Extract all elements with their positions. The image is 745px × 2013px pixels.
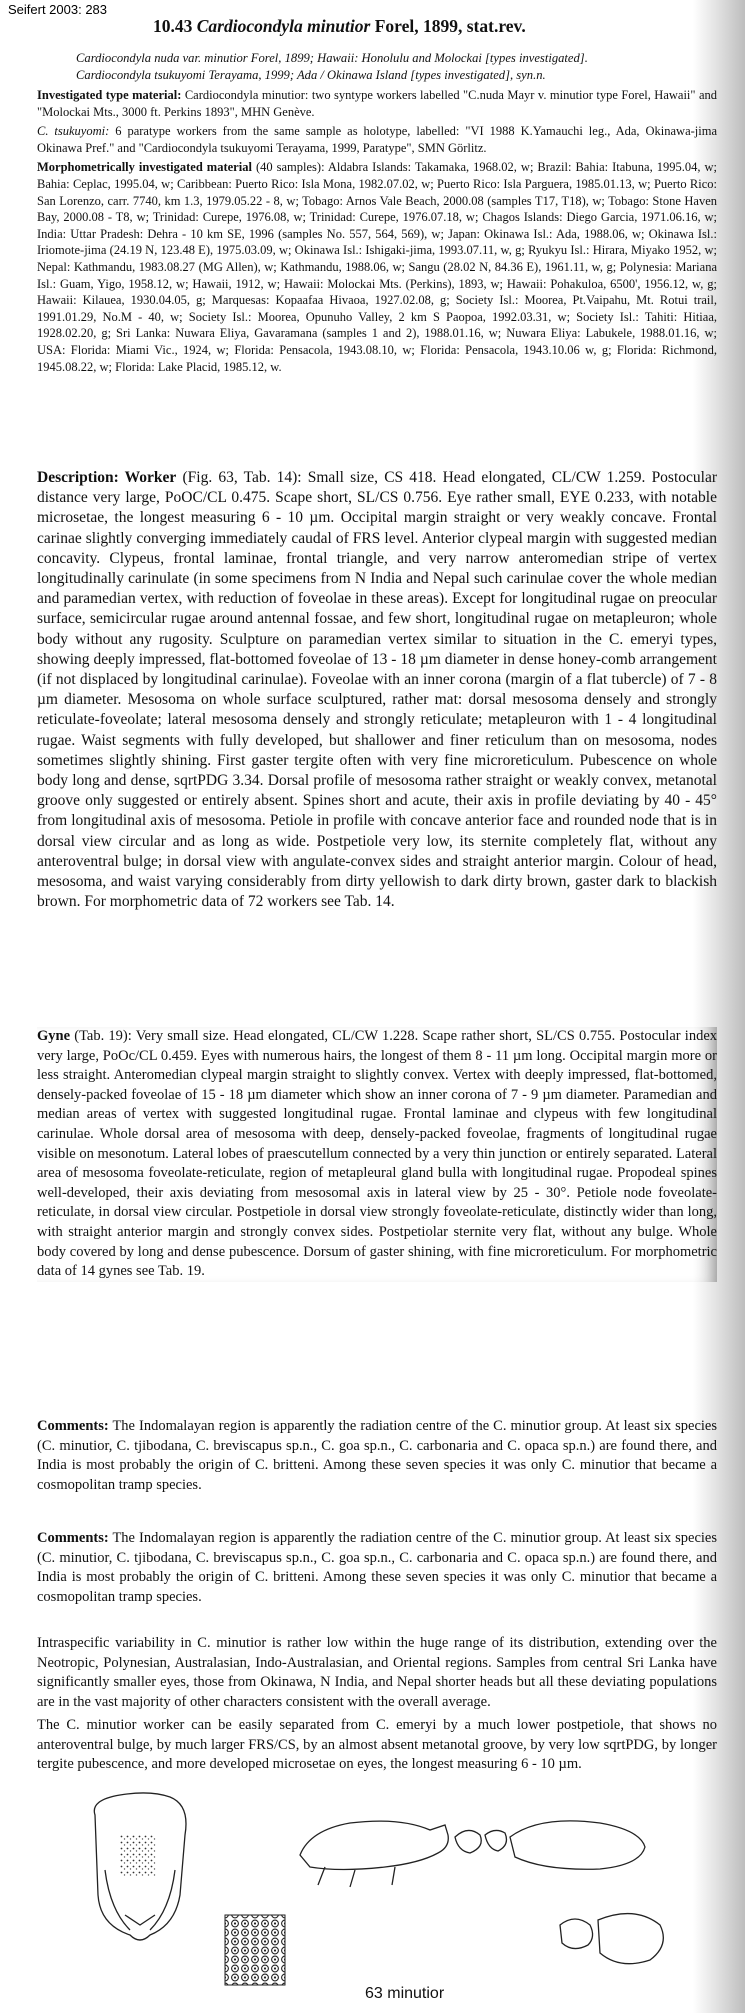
tsukuyomi-paragraph: [37, 123, 717, 156]
gyne-description: [37, 1027, 717, 1282]
species-title: [153, 16, 526, 37]
tsukuyomi-text: 6 paratype workers from the same sample as holotype, labelled: "VI 1988 K.Yamauchi leg., Ada, Okinawa-jima Okinawa Pref." and "Cardiocondyla tsukuyomi Terayama, 1999, Paratype", SMN Görlitz.: [37, 124, 718, 155]
variability-paragraph: Intraspecific variability in C. minutior is rather low within the huge range of its distribution, extending over the Neotropic, Polynesian, Australasian, Indo-Australasian, and Oriental regions. Samples from central Sri Lanka have significantly smaller eyes, those from Okinawa, N India, and Nepal shorter heads but all these deviating populations are in the vast majority of other characters consistent with the overall average.: [37, 1635, 717, 1710]
worker-text: (Fig. 63, Tab. 14): Small size, CS 418. Head elongated, CL/CW 1.259. Postocular distance very large, PoOC/CL 0.475. Scape short, SL/CS 0.756. Eye rather small, EYE 0.233, with notable microsetae, the longest measuring 6 - 10 µm. Occipital margin straight or very weakly concave. Frontal carinae slightly converging immediately caudal of FRS level. Anterior clypeal margin with suggested median concavity. Clypeus, frontal laminae, frontal triangle, and very narrow anteromedian stripe of vertex longitudinally carinulate (in some specimens from N India and Nepal such carinulae cover the whole median and paramedian vertex, with reduction of foveolae in these areas). Except for longitudinal rugae on preocular surface, semicircular rugae around antennal fossae, and few short, longitudinal rugae on metapleuron; whole body without any rugosity. Sculpture on paramedian vertex similar to situation in the C. emeryi types, showing deeply impressed, flat-bottomed foveolae of 13 - 18 µm diameter in dense honey-comb arrangement (if not displaced by longitudinal carinulae). Foveolae with an inner corona (margin of a flat tubercle) of 7 - 8 µm diameter. Mesosoma on whole surface sculptured, rather mat: dorsal mesosoma densely and strongly reticulate-foveolate; lateral mesosoma densely and strongly reticulate; metapleuron with 1 - 4 longitudinal rugae. Waist segments with fully developed, but shallower and finer reticulum than on mesosoma, nodes sometimes slightly shining. First gaster tergite often with very fine microreticulum. Pubescence on whole body long and dense, sqrtPDG 3.34. Dorsal profile of mesosoma rather straight or weakly convex, metanotal groove only suggested or entirely absent. Spines short and acute, their axis in profile deviating by 40 - 45° from longitudinal axis of mesosoma. Petiole in profile with concave anterior face and rounded node that is in dorsal view circular and as long as wide. Postpetiole very low, its sternite completely flat, without any anteroventral bulge; in dorsal view with angulate-convex sides and straight anterior margin. Colour of head, mesosoma, and waist varying considerably from dirty yellowish to dark dirty brown, gaster dark to blackish brown. For morphometric data of 72 workers see Tab. 14.: [37, 469, 718, 911]
sculpture-detail-inset: [225, 1915, 285, 1985]
comments-text: The Indomalayan region is apparently the radiation centre of the C. minutior group. At least six species (C. minutior, C. tjibodana, C. breviscapus sp.n., C. goa sp.n., C. carbonaria and C. opaca sp.n.) are found there, and India is most probably the origin of C. britteni. Among these seven species it was only C. minutior that became a cosmopolitan tramp species.: [37, 1530, 717, 1605]
separation-paragraph: The C. minutior worker can be easily separated from C. emeryi by a much lower postpetiole, that shows no anteroventral bulge, by much larger FRS/CS, by an almost absent metanotal groove, by very low sqrtPDG, by longer tergite pubescence, and more developed microsetae on eyes, the longest measuring 6 - 10 µm.: [37, 1717, 717, 1773]
worker-description: [37, 468, 717, 912]
tsukuyomi-label: C. tsukuyomi:: [37, 124, 110, 139]
section-number: 10.43: [153, 16, 193, 36]
comments-label: Comments:: [37, 1418, 109, 1434]
comments-text: The Indomalayan region is apparently the radiation centre of the C. minutior group. At least six species (C. minutior, C. tjibodana, C. breviscapus sp.n., C. goa sp.n., C. carbonaria and C. opaca sp.n.) are found there, and India is most probably the origin of C. britteni. Among these seven species it was only C. minutior that became a cosmopolitan tramp species.: [37, 1418, 717, 1493]
synonym-item: Cardiocondyla nuda var. minutior Forel, 1899; Hawaii: Honolulu and Molockai [types investigated].: [76, 51, 588, 65]
gyne-text: (Tab. 19): Very small size. Head elongated, CL/CW 1.228. Scape rather short, SL/CS 0.755. Postocular index very large, PoOc/CL 0.459. Eyes with numerous hairs, the longest of them 8 - 11 µm long. Occipital margin more or less straight. Anteromedian clypeal margin straight to slightly convex. Vertex with deeply impressed, flat-bottomed, densely-packed foveolae of 15 - 18 µm diameter which show an inner corona of 7 - 9 µm diameter. Paramedian and median areas of vertex with suggested longitudinal rugae. Frontal laminae and clypeus with few longitudinal carinulae. Whole dorsal area of mesosoma with deep, densely-packed foveolae, fragments of longitudinal rugae visible on mesonotum. Lateral lobes of praescutellum connected by a very thin junction or entirely separated. Lateral area of mesosoma foveolate-reticulate, region of metapleural gland bulla with longitudinal rugae. Propodeal spines well-developed, their axis deviating from mesosomal axis in lateral view by 25 - 30°. Petiole node foveolate-reticulate, in dorsal view circular. Postpetiole in dorsal view strongly foveolate-reticulate, distinctly wider than long, with straight anterior margin and strongly convex sides. Postpetiolar sternite very flat, without any bulge. Whole body covered by long and dense pubescence. Dorsum of gaster shining, with fine microreticulum. For morphometric data of 14 gynes see Tab. 19.: [37, 1028, 718, 1280]
figure-caption: 63 minutior: [365, 1985, 445, 2002]
material-section: [37, 87, 717, 375]
species-author: Forel, 1899, stat.rev.: [374, 16, 526, 36]
synonym-item: Cardiocondyla tsukuyomi Terayama, 1999; Ada / Okinawa Island [types investigated], syn.n.: [76, 67, 546, 82]
morpho-material-label: Morphometrically investigated material: [37, 160, 252, 175]
body-profile-drawing: [300, 1821, 645, 1887]
gyne-label: Gyne: [37, 1028, 71, 1044]
investigated-type-text: Cardiocondyla minutior: two syntype workers labelled "C.nuda Mayr v. minutior type Forel, Hawaii" and "Molockai Mts., 3000 ft. Perkins 1893", MHN Genève.: [37, 88, 717, 119]
synonym-list: [76, 50, 716, 83]
figure-drawings: [0, 1775, 745, 2013]
morpho-material-text: (40 samples): Aldabra Islands: Takamaka, 1968.02, w; Brazil: Bahia: Itabuna, 1995.04, w; Bahia: Ceplac, 1995.04, w; Caribbean: Puerto Rico: Isla Mona, 1982.07.02, w; Puerto Rico: Isla Parguera, 1985.01.13, w; Puerto Rico: San Lorenzo, carr. 7740, km 1.3, 1979.05.22 - 8, w; Tobago: Arnos Vale Beach, 2000.08 (samples T17, T18), w; Tobago: Stone Haven Bay, 2000.08 - T8, w; Trinidad: Curepe, 1976.08, w; Trinidad: Curepe, 1976.07.18, w; Chagos Islands: Diego Garcia, 1971.06.16, w; India: Uttar Pradesh: Dehra - 10 km SE, 1996 (samples No. 557, 564, 569), w; Japan: Okinawa Isl.: Ada, 1988.06, w; Okinawa Isl.: Iriomote-jima (24.19 N, 123.48 E), 1975.03.09, w; Okinawa Isl.: Ishigaki-jima, 1993.07.11, w, g; Ryukyu Isl.: Hirara, Miyako 1952, w; Nepal: Kathmandu, 1983.08.27 (MG Allen), w; Kathmandu, 1988.06, w; Sangu (28.02 N, 84.36 E), 1961.11, w, g; Polynesia: Mariana Isl.: Guam, Yigo, 1958.12, w; Hawaii, 1912, w; Hawaii: Molockai Mts. (Perkins), 1893, w; Hawaii: Pohakuloa, 6500', 1956.12, w, g; Hawaii: Kilauea, 1930.04.05, g; Marquesas: Kopaafaa Hivaoa, 1927.02.08, g; Society Isl.: Moorea, Pt.Vaipahu, Mt. Rotui trail, 1991.01.29, No.M - 40, w; Society Isl.: Moorea, Opunuho Valley, 2 km S Paopoa, 1992.03.31, w; Society Isl.: Tahiti: Hitiaa, 1928.02.20, g; Sri Lanka: Nuwara Eliya, Gavaramana (samples 1 and 2), 1988.01.16, w; Nuwara Eliya: Labukele, 1988.01.16, w; USA: Florida: Miami Vic., 1924, w; Florida: Pensacola, 1943.08.10, w; Florida: Pensacola, 1943.10.06 w, g; Florida: Richmond, 1945.08.22, w; Florida: Lake Placid, 1985.12, w.: [37, 160, 718, 374]
investigated-type-paragraph: [37, 87, 717, 120]
investigated-type-label: Investigated type material:: [37, 88, 182, 102]
source-header: Seifert 2003: 283: [8, 2, 108, 17]
comments-first: [37, 1417, 717, 1495]
comments-second: [37, 1529, 717, 1607]
species-name: Cardiocondyla minutior: [196, 16, 371, 36]
head-frontal-drawing: [94, 1793, 186, 1940]
morpho-material-paragraph: [37, 159, 717, 375]
comments-label: Comments:: [37, 1530, 109, 1546]
waist-dorsal-drawing: [560, 1914, 663, 1964]
worker-label: Description: Worker: [37, 469, 177, 486]
